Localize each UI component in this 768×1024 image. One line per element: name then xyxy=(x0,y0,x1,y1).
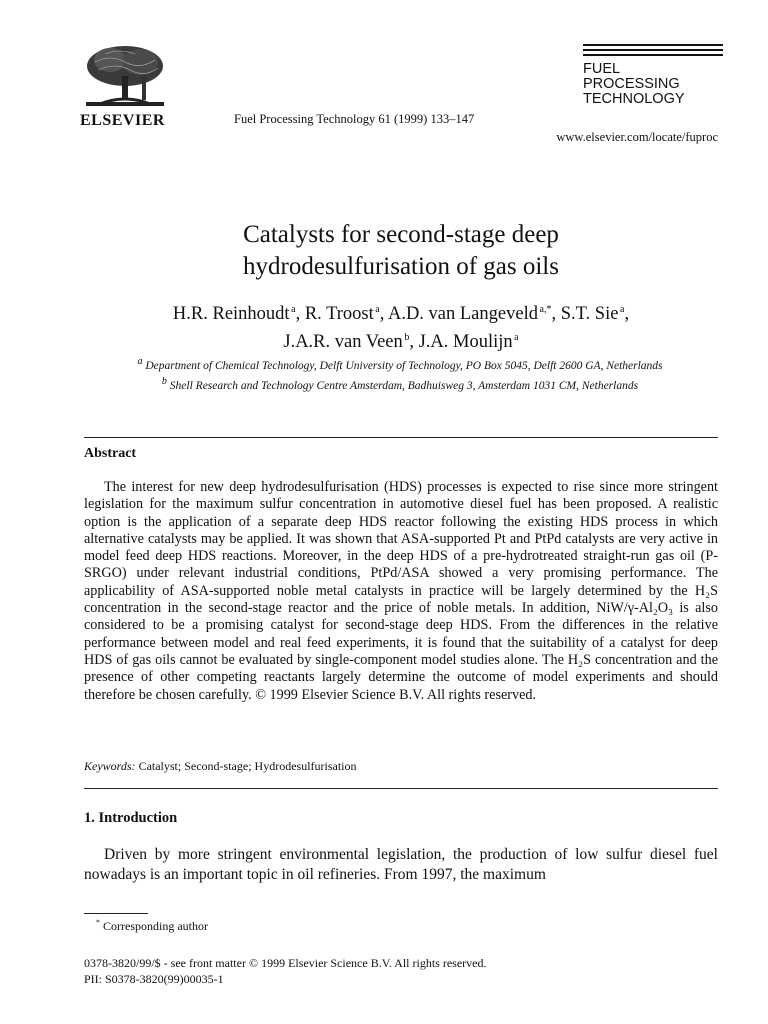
elsevier-tree-logo xyxy=(80,42,170,110)
section-heading: 1. Introduction xyxy=(84,810,178,826)
section-divider xyxy=(84,437,718,438)
paper-title xyxy=(0,219,768,283)
journal-name-line: FUEL xyxy=(583,61,621,77)
journal-name xyxy=(583,62,723,107)
publisher-name: ELSEVIER xyxy=(80,112,165,129)
journal-name-line: TECHNOLOGY xyxy=(583,91,685,107)
section-divider xyxy=(84,788,718,789)
section-body xyxy=(84,845,718,885)
author-list xyxy=(0,298,768,354)
footnote xyxy=(96,918,208,934)
affiliation xyxy=(100,374,700,394)
affiliation-mark: b xyxy=(161,375,167,387)
author-name: J.A.R. van Veen xyxy=(283,332,403,353)
author-name: H.R. Reinhoudt xyxy=(172,304,290,325)
author-affiliation-mark: a xyxy=(291,304,296,315)
footnote-rule xyxy=(84,913,148,914)
author-affiliation-mark: a,* xyxy=(539,304,552,315)
abstract-body xyxy=(84,479,718,704)
author-affiliation-mark: a xyxy=(375,304,380,315)
author-name: R. Troost xyxy=(304,304,374,325)
author-line: J.A.R. van Veen $^b$, J.A. Moulijn $^a$ xyxy=(283,332,519,353)
affiliation xyxy=(100,354,700,374)
masthead-rule xyxy=(583,49,723,51)
abstract-text: The interest for new deep hydrodesulfurisation (HDS) processes is expected to rise since more stringent legislation for the maximum sulfur concentration in automotive diesel fuel has been proposed. A realistic option is the application of a separate deep HDS reactor following the existing HDS process in which alternative catalysts may be applied. It was shown that ASA-supported Pt and PtPd catalysts are very active in model feed deep HDS reactions. Moreover, in the deep HDS of a pre-hydrotreated straight-run gas oil (P-SRGO) under relevant industrial conditions, PtPd/ASA showed a very promising performance. The applicability of ASA-supported noble metal catalysts in practice will be largely determined by the H₂S concentration in the second-stage reactor and the price of noble metals. In addition, NiW/γ-Al₂O₃ is also considered to be a promising catalyst for second-stage deep HDS. From the differences in the relative performance between model and real feed experiments, it is found that the suitability of a catalyst for deep HDS of gas oils cannot be evaluated by single-component model studies alone. The H₂S concentration and the presence of other competing reactants largely determine the outcome of model experiments and should therefore be chosen carefully. © 1999 Elsevier Science B.V. All rights reserved. xyxy=(84,479,718,703)
author-name: A.D. van Langeveld xyxy=(387,304,538,325)
affiliations xyxy=(100,354,700,394)
journal-citation: Fuel Processing Technology 61 (1999) 133–147 xyxy=(234,112,475,126)
pii-line: PII: S0378-3820(99)00035-1 xyxy=(84,972,224,986)
author-line: H.R. Reinhoudt $^a$, R. Troost $^a$, A.D. van Langeveld $^{a,*}$, S.T. Sie $^a$, xyxy=(172,304,630,325)
author-affiliation-mark: b xyxy=(404,332,410,344)
keywords-text: Catalyst; Second-stage; Hydrodesulfurisation xyxy=(138,759,357,773)
abstract-heading: Abstract xyxy=(84,446,137,461)
keywords-label: Keywords: xyxy=(84,759,136,773)
author-name: S.T. Sie xyxy=(560,304,619,325)
journal-url[interactable]: www.elsevier.com/locate/fuproc xyxy=(556,130,718,144)
title-line: Catalysts for second-stage deep xyxy=(243,221,559,248)
author-affiliation-mark: a xyxy=(514,332,519,344)
keywords xyxy=(84,759,357,774)
paragraph: Driven by more stringent environmental legislation, the production of low sulfur diesel fuel nowadays is an important topic in oil refineries. From 1997, the maximum xyxy=(84,846,718,883)
copyright-line: 0378-3820/99/$ - see front matter © 1999 Elsevier Science B.V. All rights reserved. xyxy=(84,956,487,970)
journal-name-line: PROCESSING xyxy=(583,76,680,92)
front-matter xyxy=(84,955,486,987)
author-name: J.A. Moulijn xyxy=(418,332,513,353)
affiliation-mark: a xyxy=(137,356,143,367)
title-line: hydrodesulfurisation of gas oils xyxy=(243,253,559,280)
masthead-rule xyxy=(583,44,723,46)
footnote-text: Corresponding author xyxy=(103,919,208,933)
affiliation-text: Shell Research and Technology Centre Amsterdam, Badhuisweg 3, Amsterdam 1031 CM, Netherlands xyxy=(169,379,639,392)
affiliation-text: Department of Chemical Technology, Delft University of Technology, PO Box 5045, Delft 2600 GA, Netherlands xyxy=(145,359,663,372)
journal-masthead xyxy=(583,44,723,107)
author-affiliation-mark: a xyxy=(620,304,625,315)
masthead-rule xyxy=(583,54,723,56)
footnote-mark: * xyxy=(96,918,100,927)
